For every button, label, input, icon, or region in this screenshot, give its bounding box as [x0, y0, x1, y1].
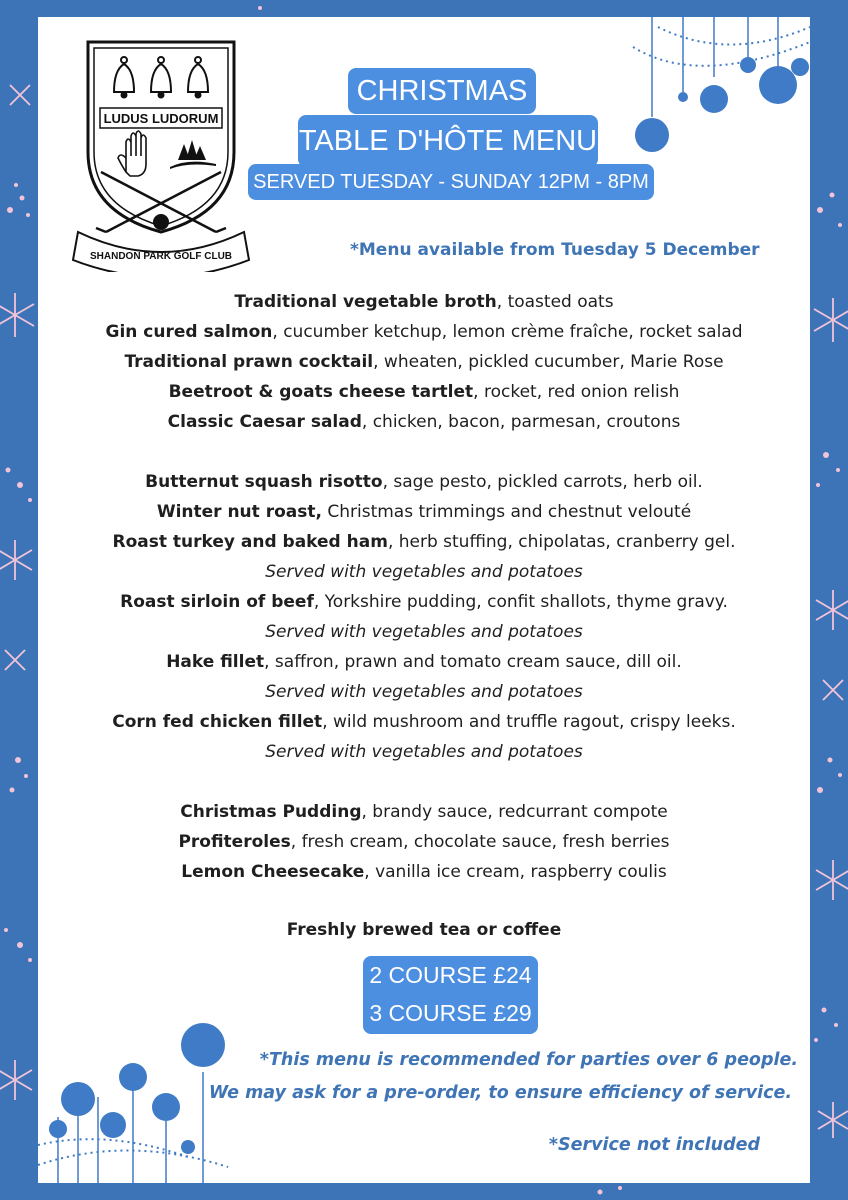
- desserts-section: [38, 797, 810, 887]
- dish-description: , cucumber ketchup, lemon crème fraîche, rocket salad: [272, 322, 743, 342]
- title-christmas: CHRISTMAS: [348, 68, 536, 114]
- price-two-course: 2 COURSE £24: [369, 962, 532, 988]
- title-table-dhote-menu: TABLE D'HÔTE MENU: [298, 115, 598, 167]
- menu-body: [38, 287, 810, 945]
- dish-description: , herb stuffing, chipolatas, cranberry gel.: [387, 532, 736, 552]
- dish-name: Beetroot & goats cheese tartlet: [168, 382, 474, 402]
- menu-item: [38, 827, 810, 857]
- dish-description: , brandy sauce, redcurrant compote: [361, 802, 668, 822]
- footnote-preorder: We may ask for a pre-order, to ensure efficiency of service.: [208, 1083, 792, 1103]
- tea-coffee: Freshly brewed tea or coffee: [286, 920, 562, 940]
- serving-note: Served with vegetables and potatoes: [265, 742, 583, 762]
- serving-note: Served with vegetables and potatoes: [265, 622, 583, 642]
- dish-name: Corn fed chicken fillet: [112, 712, 323, 732]
- serving-note: Served with vegetables and potatoes: [265, 562, 583, 582]
- menu-item: [38, 287, 810, 317]
- dish-description: , fresh cream, chocolate sauce, fresh berries: [290, 832, 670, 852]
- golf-ball-icon: [153, 214, 169, 230]
- menu-item: [38, 467, 810, 497]
- footnote-parties: *This menu is recommended for parties over 6 people.: [259, 1050, 798, 1070]
- dish-name: Lemon Cheesecake: [181, 862, 365, 882]
- dish-description: , wild mushroom and truffle ragout, crispy leeks.: [322, 712, 736, 732]
- menu-item: [38, 797, 810, 827]
- availability-notice: *Menu available from Tuesday 5 December: [350, 240, 760, 260]
- dish-name: Christmas Pudding: [180, 802, 362, 822]
- dish-description: Christmas trimmings and chestnut velouté: [321, 502, 692, 522]
- dish-name: Profiteroles: [178, 832, 291, 852]
- golf-club-crest: [66, 32, 256, 272]
- price-box: [363, 956, 538, 1034]
- dish-name: Traditional prawn cocktail: [124, 352, 374, 372]
- menu-item: [38, 317, 810, 347]
- menu-item: [38, 857, 810, 887]
- menu-item: [38, 527, 810, 557]
- dish-description: , Yorkshire pudding, confit shallots, thyme gravy.: [313, 592, 728, 612]
- dish-description: , rocket, red onion relish: [473, 382, 680, 402]
- dish-description: , wheaten, pickled cucumber, Marie Rose: [373, 352, 724, 372]
- crest-motto: LUDUS LUDORUM: [103, 111, 219, 126]
- crest-club-name: SHANDON PARK GOLF CLUB: [89, 251, 233, 262]
- dish-name: Traditional vegetable broth: [234, 292, 497, 312]
- starters-section: [38, 287, 810, 437]
- dish-description: , sage pesto, pickled carrots, herb oil.: [382, 472, 703, 492]
- dish-name: Roast turkey and baked ham: [112, 532, 388, 552]
- dish-name: Hake fillet: [166, 652, 265, 672]
- menu-card: [38, 17, 810, 1183]
- menu-item: [38, 647, 810, 677]
- dish-name: Classic Caesar salad: [167, 412, 362, 432]
- dish-name: Winter nut roast,: [156, 502, 322, 522]
- serving-times: SERVED TUESDAY - SUNDAY 12PM - 8PM: [248, 164, 654, 200]
- serving-note: Served with vegetables and potatoes: [265, 682, 583, 702]
- menu-item: [38, 587, 810, 617]
- dish-name: Gin cured salmon: [105, 322, 273, 342]
- price-three-course: 3 COURSE £29: [369, 1000, 532, 1026]
- menu-item: [38, 707, 810, 737]
- menu-item: [38, 497, 810, 527]
- dish-description: , chicken, bacon, parmesan, croutons: [361, 412, 681, 432]
- dish-name: Roast sirloin of beef: [120, 592, 314, 612]
- menu-item: [38, 347, 810, 377]
- menu-item: [38, 407, 810, 437]
- dish-description: , toasted oats: [496, 292, 614, 312]
- dish-description: , vanilla ice cream, raspberry coulis: [364, 862, 667, 882]
- dish-description: , saffron, prawn and tomato cream sauce, dill oil.: [264, 652, 682, 672]
- footnote-service: *Service not included: [548, 1135, 760, 1155]
- mains-section: [38, 467, 810, 767]
- dish-name: Butternut squash risotto: [145, 472, 383, 492]
- menu-item: [38, 377, 810, 407]
